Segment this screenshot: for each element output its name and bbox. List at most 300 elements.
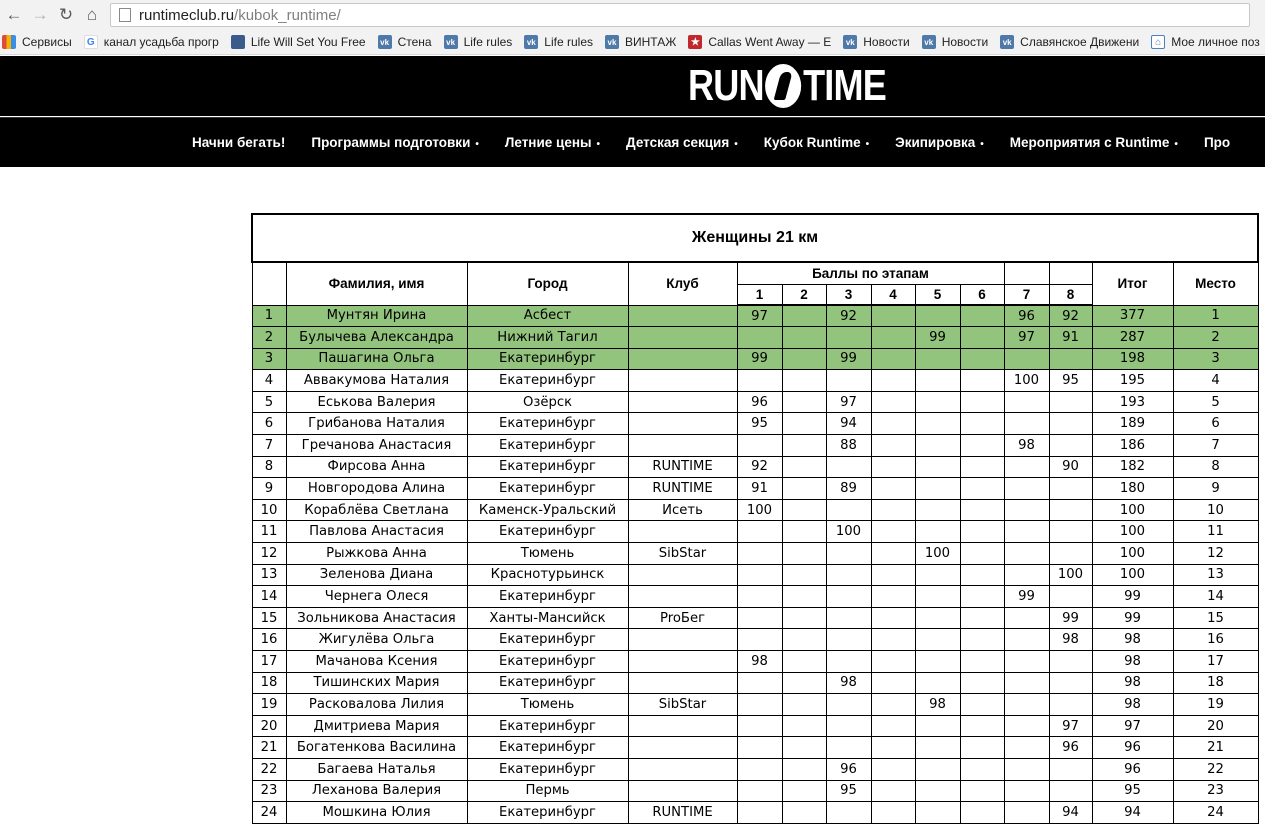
stage-score — [1004, 456, 1049, 478]
stage-score — [960, 327, 1004, 349]
bookmark-item[interactable] — [1000, 35, 1139, 49]
table-row — [252, 564, 1258, 586]
stage-score — [826, 370, 871, 392]
stage-score — [737, 672, 782, 694]
table-row — [252, 607, 1258, 629]
nav-item[interactable] — [895, 135, 984, 150]
athlete-name: Расковалова Лилия — [286, 694, 467, 716]
stage-score — [960, 694, 1004, 716]
bookmark-item[interactable] — [605, 35, 676, 49]
place: 13 — [1173, 564, 1258, 586]
browser-toolbar — [0, 0, 1265, 30]
stage-score — [826, 456, 871, 478]
total-score: 95 — [1092, 780, 1173, 802]
vk-icon: vk — [605, 35, 619, 49]
row-number: 7 — [252, 435, 286, 457]
stage-score — [782, 586, 826, 608]
athlete-club — [628, 715, 737, 737]
header-stage-8: 8 — [1049, 284, 1092, 305]
stage-score — [782, 521, 826, 543]
stage-score: 100 — [915, 543, 960, 565]
row-number: 13 — [252, 564, 286, 586]
stage-score — [782, 499, 826, 521]
athlete-name: Мошкина Юлия — [286, 802, 467, 824]
stage-score — [960, 305, 1004, 327]
athlete-city: Пермь — [467, 780, 628, 802]
stage-score — [960, 715, 1004, 737]
logo-text-run: RUN — [688, 61, 764, 110]
athlete-name: Пашагина Ольга — [286, 348, 467, 370]
athlete-name: Грибанова Наталия — [286, 413, 467, 435]
bookmark-label: Новости — [863, 35, 910, 49]
stage-score — [1004, 413, 1049, 435]
stage-score: 98 — [826, 672, 871, 694]
stage-score: 98 — [1049, 629, 1092, 651]
stage-score: 91 — [1049, 327, 1092, 349]
athlete-city: Екатеринбург — [467, 672, 628, 694]
main-navigation — [0, 117, 1265, 167]
stage-score — [782, 758, 826, 780]
stage-score: 96 — [826, 758, 871, 780]
stage-score — [960, 478, 1004, 500]
stage-score — [826, 543, 871, 565]
image-icon — [231, 35, 245, 49]
athlete-name: Аввакумова Наталия — [286, 370, 467, 392]
stage-score — [915, 348, 960, 370]
stage-score — [915, 607, 960, 629]
stage-score — [915, 435, 960, 457]
stage-score — [782, 543, 826, 565]
bookmark-item[interactable] — [524, 35, 593, 49]
stage-score — [1004, 629, 1049, 651]
stage-score: 92 — [826, 305, 871, 327]
place: 12 — [1173, 543, 1258, 565]
stage-score — [1004, 802, 1049, 824]
nav-bullet: • — [1174, 139, 1178, 150]
stage-score — [871, 327, 915, 349]
athlete-name: Новгородова Алина — [286, 478, 467, 500]
athlete-city: Асбест — [467, 305, 628, 327]
back-arrow-icon[interactable]: ← — [5, 5, 23, 24]
athlete-city: Екатеринбург — [467, 629, 628, 651]
stage-score — [737, 802, 782, 824]
stage-score — [960, 758, 1004, 780]
total-score: 100 — [1092, 521, 1173, 543]
stage-score — [871, 348, 915, 370]
stage-score — [737, 694, 782, 716]
stage-score — [871, 758, 915, 780]
stage-score — [1004, 715, 1049, 737]
bookmarks-bar — [0, 30, 1265, 55]
place: 17 — [1173, 651, 1258, 673]
athlete-club — [628, 651, 737, 673]
nav-item[interactable] — [505, 135, 600, 150]
header-stage-2: 2 — [782, 284, 826, 305]
stage-score — [826, 651, 871, 673]
stage-score: 91 — [737, 478, 782, 500]
total-score: 287 — [1092, 327, 1173, 349]
stage-score: 97 — [1049, 715, 1092, 737]
athlete-club: SibStar — [628, 694, 737, 716]
place: 19 — [1173, 694, 1258, 716]
nav-bullet: • — [980, 139, 984, 150]
athlete-name: Павлова Анастасия — [286, 521, 467, 543]
stage-score — [915, 391, 960, 413]
place: 2 — [1173, 327, 1258, 349]
row-number: 15 — [252, 607, 286, 629]
star-icon: ★ — [688, 35, 702, 49]
athlete-name: Рыжкова Анна — [286, 543, 467, 565]
total-score: 96 — [1092, 737, 1173, 759]
bookmark-label: Мое личное поз — [1171, 35, 1260, 49]
stage-score — [737, 780, 782, 802]
bookmark-label: ВИНТАЖ — [625, 35, 677, 49]
row-number: 24 — [252, 802, 286, 824]
table-row — [252, 499, 1258, 521]
table-row — [252, 370, 1258, 392]
stage-score — [871, 694, 915, 716]
table-row — [252, 305, 1258, 327]
bookmark-item[interactable] — [444, 35, 513, 49]
athlete-city: Екатеринбург — [467, 586, 628, 608]
place: 23 — [1173, 780, 1258, 802]
stage-score: 96 — [1049, 737, 1092, 759]
stage-score — [737, 629, 782, 651]
results-body — [252, 305, 1258, 823]
stage-score: 92 — [1049, 305, 1092, 327]
nav-bullet: • — [475, 139, 479, 150]
home-icon[interactable]: ⌂ — [86, 5, 98, 24]
stage-score: 94 — [1049, 802, 1092, 824]
stage-score — [1004, 672, 1049, 694]
vk-icon: vk — [524, 35, 538, 49]
stage-score — [915, 413, 960, 435]
site-header — [0, 56, 1265, 116]
header-number — [252, 262, 286, 305]
nav-bullet: • — [865, 139, 870, 150]
athlete-club: Исеть — [628, 499, 737, 521]
runner-icon — [765, 64, 801, 108]
stage-score — [826, 607, 871, 629]
total-score: 182 — [1092, 456, 1173, 478]
athlete-club: RUNTIME — [628, 478, 737, 500]
athlete-city: Ханты-Мансийск — [467, 607, 628, 629]
vk-icon: vk — [378, 35, 392, 49]
total-score: 186 — [1092, 435, 1173, 457]
table-row — [252, 780, 1258, 802]
row-number: 17 — [252, 651, 286, 673]
nav-bullet: • — [596, 139, 601, 150]
url-path: /kubok_runtime/ — [234, 6, 341, 24]
stage-score: 100 — [737, 499, 782, 521]
stage-score — [960, 435, 1004, 457]
athlete-name: Булычева Александра — [286, 327, 467, 349]
results-table — [251, 213, 1259, 824]
athlete-club: RUNTIME — [628, 456, 737, 478]
stage-score — [1004, 780, 1049, 802]
table-row — [252, 456, 1258, 478]
stage-score — [915, 651, 960, 673]
athlete-city: Екатеринбург — [467, 802, 628, 824]
stage-score: 95 — [826, 780, 871, 802]
stage-score — [737, 758, 782, 780]
stage-score — [826, 802, 871, 824]
stage-score — [782, 435, 826, 457]
stage-score — [915, 672, 960, 694]
header-stage-7-top — [1004, 262, 1049, 284]
stage-score — [915, 564, 960, 586]
athlete-name: Кораблёва Светлана — [286, 499, 467, 521]
stage-score — [1004, 521, 1049, 543]
stage-score — [1049, 413, 1092, 435]
stage-score — [1004, 543, 1049, 565]
header-name: Фамилия, имя — [286, 262, 467, 305]
stage-score — [915, 737, 960, 759]
athlete-name: Еськова Валерия — [286, 391, 467, 413]
bookmark-label: Callas Went Away — E — [708, 35, 832, 49]
stage-score — [826, 586, 871, 608]
place: 9 — [1173, 478, 1258, 500]
stage-score: 99 — [826, 348, 871, 370]
nav-item[interactable] — [1204, 135, 1230, 150]
reload-icon[interactable]: ↻ — [58, 5, 74, 24]
stage-score — [915, 715, 960, 737]
athlete-name: Багаева Наталья — [286, 758, 467, 780]
total-score: 198 — [1092, 348, 1173, 370]
athlete-name: Фирсова Анна — [286, 456, 467, 478]
stage-score — [1049, 521, 1092, 543]
stage-score — [737, 564, 782, 586]
table-row — [252, 521, 1258, 543]
stage-score — [960, 780, 1004, 802]
row-number: 19 — [252, 694, 286, 716]
bookmark-item[interactable] — [922, 35, 988, 49]
athlete-club — [628, 305, 737, 327]
row-number: 14 — [252, 586, 286, 608]
row-number: 5 — [252, 391, 286, 413]
row-number: 18 — [252, 672, 286, 694]
nav-item[interactable] — [311, 135, 479, 150]
stage-score — [871, 672, 915, 694]
nav-item[interactable] — [626, 135, 738, 150]
athlete-city: Екатеринбург — [467, 737, 628, 759]
stage-score — [871, 715, 915, 737]
table-row — [252, 715, 1258, 737]
table-row — [252, 327, 1258, 349]
bookmark-item[interactable] — [378, 35, 432, 49]
nav-item-label: Программы подготовки — [311, 135, 471, 150]
header-total: Итог — [1092, 262, 1173, 305]
row-number: 3 — [252, 348, 286, 370]
stage-score — [960, 348, 1004, 370]
stage-score — [915, 780, 960, 802]
bookmark-label: канал усадьба прогр — [103, 35, 219, 49]
athlete-name: Леханова Валерия — [286, 780, 467, 802]
stage-score — [826, 564, 871, 586]
stage-score — [826, 715, 871, 737]
table-row — [252, 348, 1258, 370]
nav-item[interactable] — [192, 135, 285, 150]
stage-score — [782, 737, 826, 759]
vk-icon: vk — [843, 35, 857, 49]
row-number: 22 — [252, 758, 286, 780]
bookmark-item[interactable] — [231, 35, 366, 49]
place: 15 — [1173, 607, 1258, 629]
stage-score — [871, 370, 915, 392]
place: 22 — [1173, 758, 1258, 780]
apps-icon — [2, 35, 16, 49]
stage-score: 97 — [826, 391, 871, 413]
table-row — [252, 391, 1258, 413]
stage-score — [960, 391, 1004, 413]
stage-score — [871, 586, 915, 608]
stage-score — [782, 391, 826, 413]
vk-icon: vk — [922, 35, 936, 49]
google-icon: G — [84, 35, 98, 49]
athlete-club — [628, 348, 737, 370]
stage-score — [782, 370, 826, 392]
table-title: Женщины 21 км — [252, 214, 1258, 262]
stage-score — [960, 629, 1004, 651]
stage-score — [1049, 780, 1092, 802]
bookmark-item[interactable] — [84, 35, 219, 49]
table-row — [252, 413, 1258, 435]
header-stage-1: 1 — [737, 284, 782, 305]
row-number: 2 — [252, 327, 286, 349]
stage-score — [1004, 499, 1049, 521]
row-number: 8 — [252, 456, 286, 478]
table-row — [252, 694, 1258, 716]
stage-score — [782, 802, 826, 824]
stage-score — [1004, 758, 1049, 780]
athlete-city: Екатеринбург — [467, 715, 628, 737]
total-score: 98 — [1092, 651, 1173, 673]
bookmark-label: Life rules — [544, 35, 593, 49]
bookmark-label: Сервисы — [22, 35, 72, 49]
nav-item[interactable] — [764, 135, 869, 150]
athlete-club — [628, 758, 737, 780]
stage-score — [782, 694, 826, 716]
stage-score — [782, 564, 826, 586]
total-score: 98 — [1092, 694, 1173, 716]
stage-score — [960, 456, 1004, 478]
stage-score: 95 — [1049, 370, 1092, 392]
stage-score — [915, 802, 960, 824]
athlete-city: Краснотурьинск — [467, 564, 628, 586]
bookmark-item[interactable] — [2, 35, 72, 49]
nav-item[interactable] — [1010, 135, 1178, 150]
stage-score — [782, 715, 826, 737]
stage-score: 89 — [826, 478, 871, 500]
stage-score — [1049, 499, 1092, 521]
athlete-club — [628, 629, 737, 651]
stage-score — [871, 499, 915, 521]
place: 3 — [1173, 348, 1258, 370]
stage-score — [1049, 348, 1092, 370]
stage-score — [737, 737, 782, 759]
stage-score — [737, 543, 782, 565]
stage-score: 94 — [826, 413, 871, 435]
row-number: 16 — [252, 629, 286, 651]
stage-score: 99 — [737, 348, 782, 370]
header-stage-7: 7 — [1004, 284, 1049, 305]
stage-score — [1004, 651, 1049, 673]
athlete-name: Жигулёва Ольга — [286, 629, 467, 651]
athlete-name: Зольникова Анастасия — [286, 607, 467, 629]
stage-score — [871, 651, 915, 673]
forward-arrow-icon[interactable]: → — [31, 5, 49, 24]
total-score: 96 — [1092, 758, 1173, 780]
nav-item-label: Начни бегать! — [192, 135, 286, 150]
table-row — [252, 586, 1258, 608]
bookmark-item[interactable] — [688, 35, 831, 49]
nav-item-label: Про — [1203, 135, 1231, 150]
address-bar[interactable] — [110, 3, 1250, 27]
table-row — [252, 758, 1258, 780]
athlete-city: Екатеринбург — [467, 758, 628, 780]
runtime-logo[interactable] — [688, 62, 886, 110]
stage-score — [782, 672, 826, 694]
athlete-city: Екатеринбург — [467, 478, 628, 500]
stage-score — [960, 521, 1004, 543]
bookmark-item[interactable] — [843, 35, 909, 49]
stage-score — [782, 651, 826, 673]
stage-score — [1049, 694, 1092, 716]
row-number: 23 — [252, 780, 286, 802]
nav-item-label: Экипировка — [895, 135, 976, 150]
bookmark-label: Life Will Set You Free — [250, 35, 366, 49]
athlete-club — [628, 413, 737, 435]
athlete-club: RUNTIME — [628, 802, 737, 824]
athlete-city: Тюмень — [467, 543, 628, 565]
stage-score — [737, 521, 782, 543]
athlete-city: Екатеринбург — [467, 521, 628, 543]
stage-score — [871, 456, 915, 478]
bookmark-item[interactable] — [1151, 35, 1260, 49]
athlete-city: Екатеринбург — [467, 435, 628, 457]
stage-score — [1004, 391, 1049, 413]
total-score: 100 — [1092, 543, 1173, 565]
stage-score — [826, 737, 871, 759]
place: 21 — [1173, 737, 1258, 759]
stage-score — [782, 413, 826, 435]
total-score: 94 — [1092, 802, 1173, 824]
stage-score — [871, 413, 915, 435]
athlete-club — [628, 564, 737, 586]
bookmark-label: Новости — [941, 35, 989, 49]
total-score: 99 — [1092, 586, 1173, 608]
vk-icon: vk — [444, 35, 458, 49]
header-place: Место — [1173, 262, 1258, 305]
stage-score — [1049, 478, 1092, 500]
stage-score — [1049, 672, 1092, 694]
row-number: 6 — [252, 413, 286, 435]
athlete-city: Тюмень — [467, 694, 628, 716]
stage-score — [826, 499, 871, 521]
stage-score: 98 — [737, 651, 782, 673]
stage-score — [960, 737, 1004, 759]
row-number: 1 — [252, 305, 286, 327]
table-row — [252, 478, 1258, 500]
stage-score — [737, 370, 782, 392]
total-score: 180 — [1092, 478, 1173, 500]
row-number: 21 — [252, 737, 286, 759]
stage-score — [826, 629, 871, 651]
stage-score — [782, 607, 826, 629]
stage-score — [960, 586, 1004, 608]
place: 20 — [1173, 715, 1258, 737]
athlete-name: Зеленова Диана — [286, 564, 467, 586]
